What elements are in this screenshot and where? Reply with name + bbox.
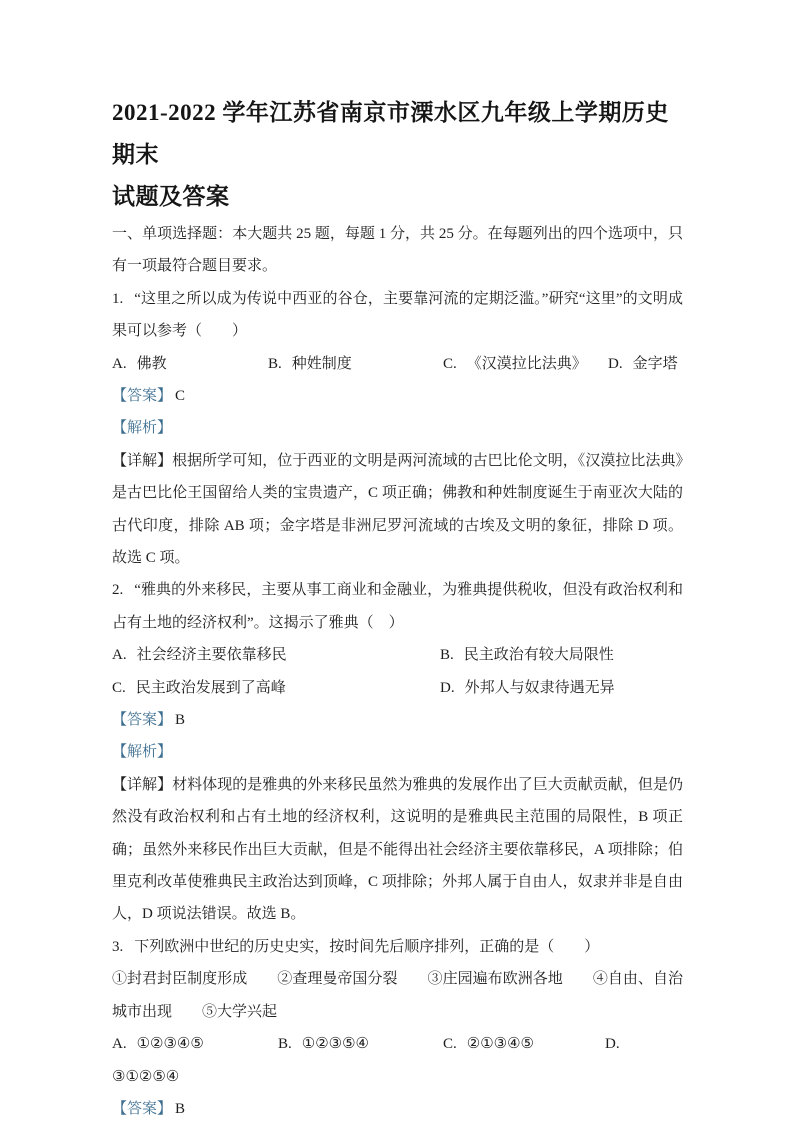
question-3-options-row1 [112, 1028, 683, 1060]
detail-label: 【详解】 [112, 776, 173, 793]
question-1-stem [112, 283, 683, 348]
option-text: 佛教 [136, 355, 167, 372]
option-key: C. [112, 679, 126, 696]
answer-line [112, 704, 683, 736]
option-a [112, 348, 167, 380]
question-3-stem [112, 931, 683, 963]
question-1-options [112, 348, 683, 380]
option-key: A. [112, 355, 127, 372]
option-b [278, 1028, 369, 1060]
question-2-stem [112, 574, 683, 639]
answer-label: 【答案】 [112, 1100, 173, 1117]
option-d [440, 672, 615, 704]
option-c [443, 348, 587, 380]
answer-letter: C [175, 388, 186, 405]
page-title-line2: 试题及答案 [112, 184, 230, 209]
question-1 [112, 283, 683, 575]
option-d [608, 348, 678, 380]
option-key: D. [608, 355, 623, 372]
detail-paragraph [112, 445, 683, 575]
option-d-text-wrapped: ③①②⑤④ [112, 1068, 180, 1085]
detail-label: 【详解】 [112, 452, 173, 469]
question-stem-text: “雅典的外来移民，主要从事工商业和金融业，为雅典提供税收，但没有政治权利和占有土地的经济权利”。这揭示了雅典（ ） [112, 582, 683, 631]
question-3 [112, 931, 683, 1125]
answer-line [112, 380, 683, 412]
option-key: C. [443, 355, 457, 372]
option-c [443, 1028, 534, 1060]
analysis-line [112, 736, 683, 768]
option-text: ①②③④⑤ [136, 1036, 204, 1053]
question-number: 3. [112, 938, 124, 955]
detail-paragraph [112, 769, 683, 931]
page-title-line1: 2021-2022 学年江苏省南京市溧水区九年级上学期历史期末 [112, 100, 669, 167]
option-text: 种姓制度 [291, 355, 352, 372]
answer-label: 【答案】 [112, 712, 173, 729]
option-text: 外邦人与奴隶待遇无异 [464, 679, 615, 696]
option-text: 民主政治发展到了高峰 [135, 679, 286, 696]
page-title [112, 92, 683, 218]
option-text: ①②③⑤④ [301, 1036, 370, 1053]
question-number: 1. [112, 290, 124, 307]
answer-letter: B [175, 712, 186, 729]
question-number: 2. [112, 582, 124, 599]
option-c [112, 672, 286, 704]
option-text: 社会经济主要依靠移民 [136, 647, 287, 664]
option-a [112, 639, 287, 671]
question-2-options-row2 [112, 672, 683, 704]
analysis-label: 【解析】 [112, 744, 173, 761]
question-2-options-row1 [112, 639, 683, 671]
option-key: D. [440, 679, 455, 696]
option-key: B. [268, 355, 282, 372]
option-key: A. [112, 1036, 127, 1053]
option-b [268, 348, 352, 380]
option-key: B. [440, 647, 454, 664]
question-2 [112, 574, 683, 930]
option-text: 民主政治有较大局限性 [463, 647, 614, 664]
question-stem-text: “这里之所以成为传说中西亚的谷仓，主要靠河流的定期泛滥。”研究“这里”的文明成果可以参考（ ） [112, 290, 683, 340]
section-heading: 一、单项选择题：本大题共 25 题，每题 1 分，共 25 分。在每题列出的四个选项中，只有一项最符合题目要求。 [112, 226, 683, 275]
option-text: 金字塔 [632, 355, 678, 372]
option-text: 《汉漠拉比法典》 [466, 355, 587, 372]
option-key: C. [443, 1036, 457, 1053]
answer-label: 【答案】 [112, 388, 173, 405]
option-key: D. [605, 1036, 620, 1053]
detail-text: 根据所学可知，位于西亚的文明是两河流域的古巴比伦文明，《汉漠拉比法典》是古巴比伦王国留给人类的宝贵遗产，C 项正确；佛教和种姓制度诞生于南亚次大陆的古代印度，排除 AB 项；金字塔是非洲尼罗河流域的古埃及文明的象征，排除 D 项。故选 C 项。 [112, 452, 683, 567]
option-a [112, 1028, 204, 1060]
option-key: B. [278, 1036, 292, 1053]
detail-text: 材料体现的是雅典的外来移民虽然为雅典的发展作出了巨大贡献贡献，但是仍然没有政治权利和占有土地的经济权利，这说明的是雅典民主范围的局限性，B 项正确；虽然外来移民作出巨大贡献，但是不能得出社会经济主要依靠移民，A 项排除；伯里克利改革使雅典民主政治达到顶峰，C 项排除；外邦人属于自由人，奴隶并非是自由人，D 项说法错误。故选 B。 [112, 776, 683, 923]
option-key: A. [112, 647, 127, 664]
option-b [440, 639, 614, 671]
option-text: ②①③④⑤ [466, 1036, 535, 1053]
analysis-label: 【解析】 [112, 420, 173, 437]
analysis-line [112, 412, 683, 444]
question-stem-text: 下列欧洲中世纪的历史史实，按时间先后顺序排列，正确的是（ ） [134, 938, 600, 955]
answer-line [112, 1093, 683, 1125]
answer-letter: B [175, 1100, 186, 1117]
option-d-key [605, 1028, 620, 1060]
question-3-sub-items: ①封君封臣制度形成 ②查理曼帝国分裂 ③庄园遍布欧洲各地 ④自由、自治城市出现 ⑤大学兴起 [112, 971, 683, 1020]
